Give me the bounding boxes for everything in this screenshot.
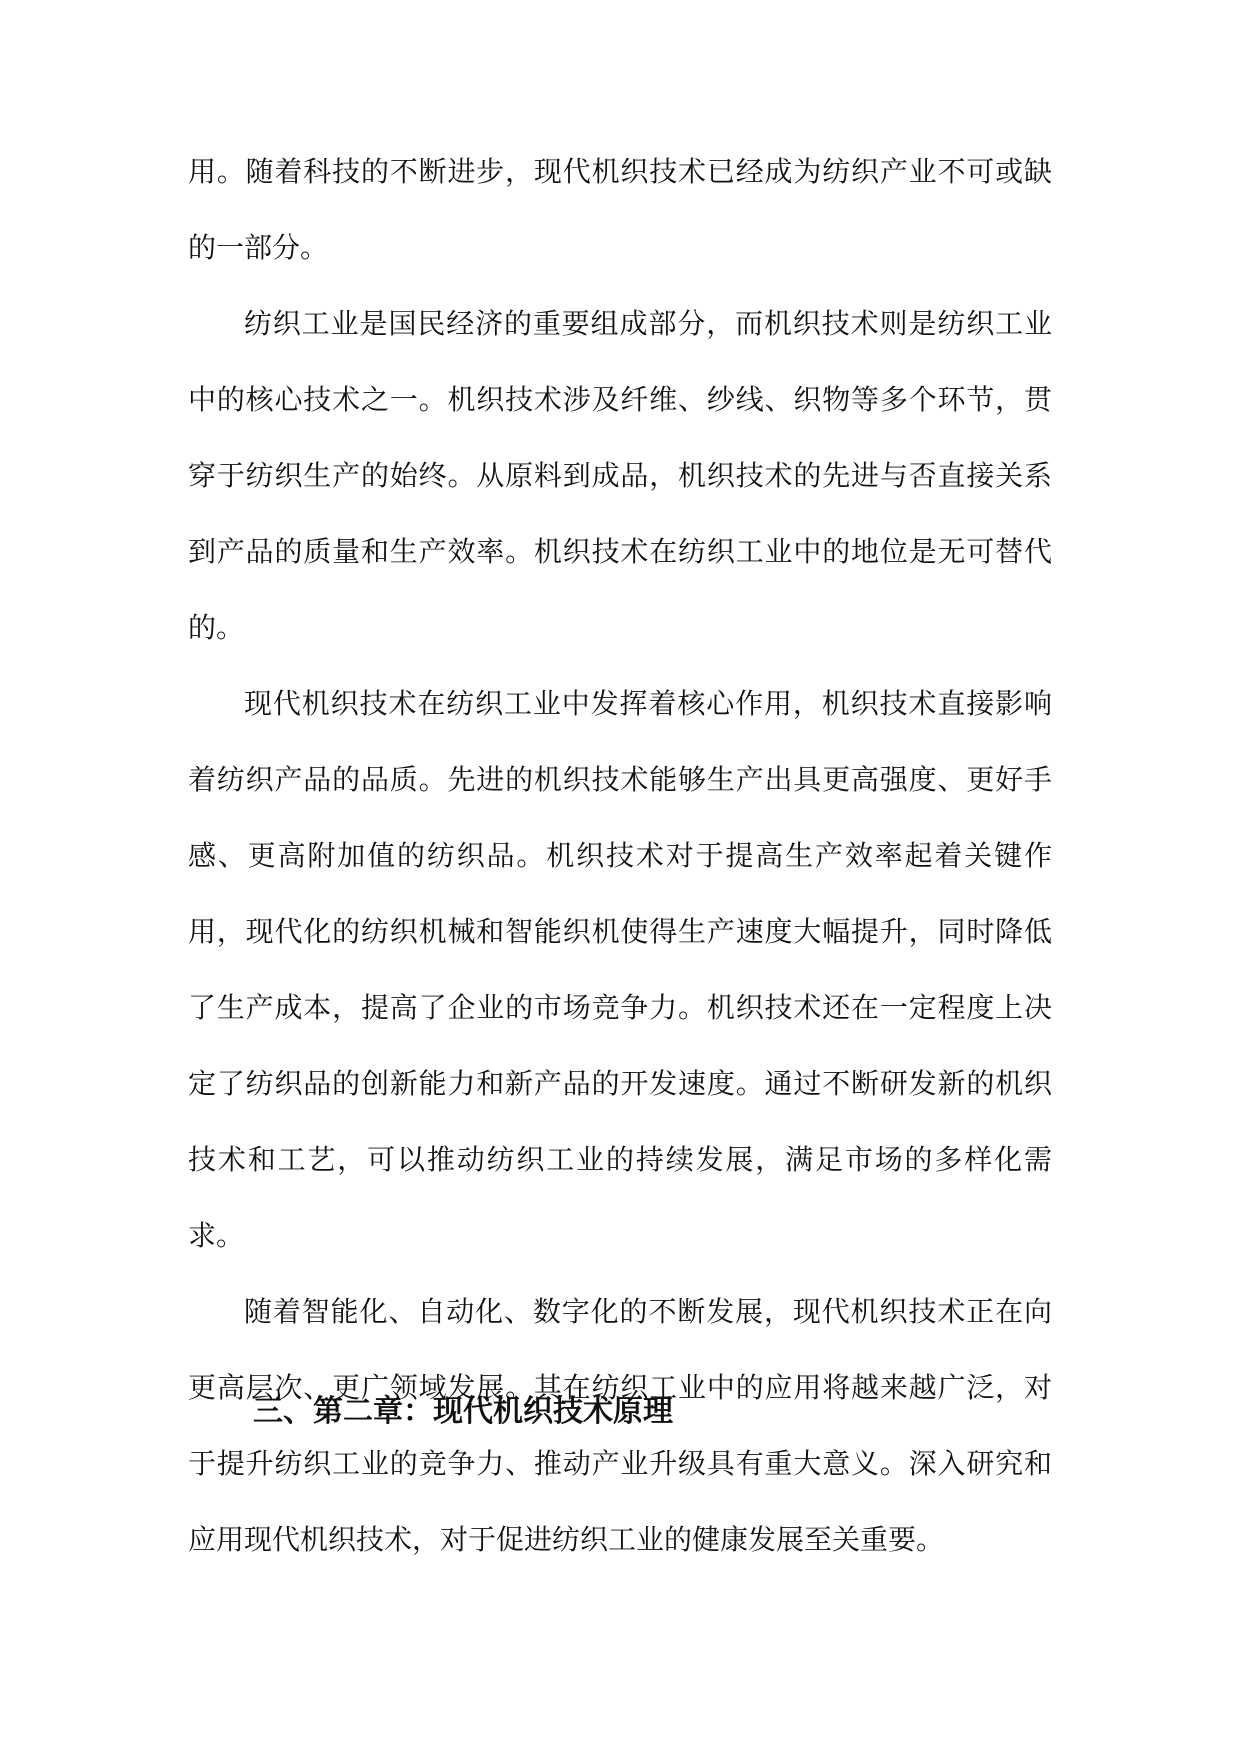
body-text	[188, 134, 1052, 1578]
paragraph-textile-industry: 纺织工业是国民经济的重要组成部分，而机织技术则是纺织工业中的核心技术之一。机织技术涉及纤维、纱线、织物等多个环节，贯穿于纺织生产的始终。从原料到成品，机织技术的先进与否直接关系到产品的质量和生产效率。机织技术在纺织工业中的地位是无可替代的。	[188, 307, 1052, 644]
section-heading: 三、第二章：现代机织技术原理	[253, 1394, 673, 1429]
paragraph-future-development: 随着智能化、自动化、数字化的不断发展，现代机织技术正在向更高层次、更广领域发展。其在纺织工业中的应用将越来越广泛，对于提升纺织工业的竞争力、推动产业升级具有重大意义。深入研究和应用现代机织技术，对于促进纺织工业的健康发展至关重要。	[188, 1295, 1052, 1556]
paragraph-continued: 用。随着科技的不断进步，现代机织技术已经成为纺织产业不可或缺的一部分。	[188, 155, 1052, 264]
paragraph-core-role: 现代机织技术在纺织工业中发挥着核心作用，机织技术直接影响着纺织产品的品质。先进的机织技术能够生产出具更高强度、更好手感、更高附加值的纺织品。机织技术对于提高生产效率起着关键作用，现代化的纺织机械和智能织机使得生产速度大幅提升，同时降低了生产成本，提高了企业的市场竞争力。机织技术还在一定程度上决定了纺织品的创新能力和新产品的开发速度。通过不断研发新的机织技术和工艺，可以推动纺织工业的持续发展，满足市场的多样化需求。	[188, 687, 1052, 1252]
